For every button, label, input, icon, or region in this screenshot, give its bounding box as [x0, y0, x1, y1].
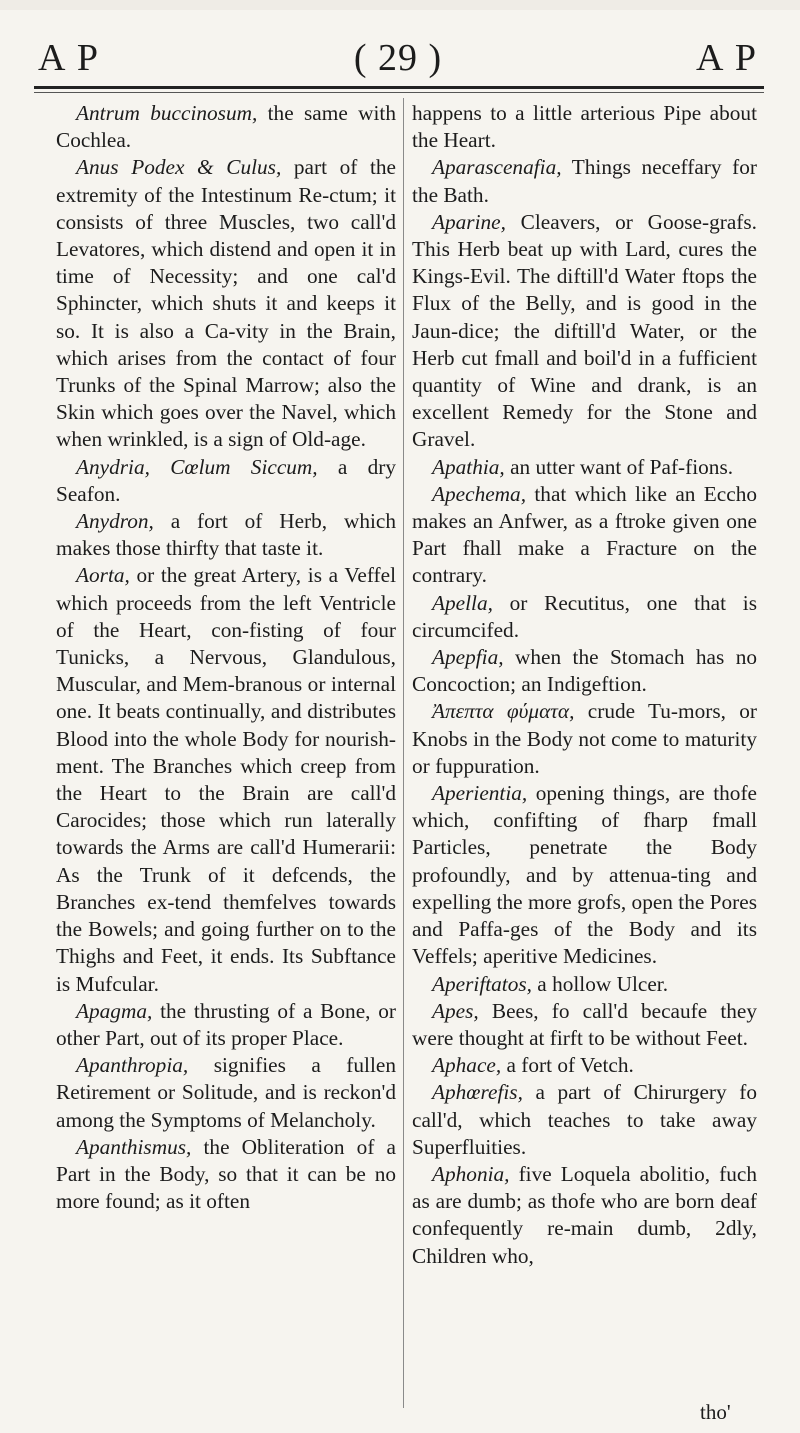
header-left: A P — [38, 37, 100, 79]
dictionary-entry — [412, 780, 757, 970]
dictionary-entry — [56, 454, 396, 508]
entry-definition: five Loquela abolitio, fuch as are dumb; as thofe who are born deaf confequently re-main dumb, 2dly, Children who, — [412, 1161, 757, 1268]
entry-definition: opening things, are thofe which, confifting of fharp fmall Particles, penetrate the Body profoundly, and by attenua-ting and expelling the more grofs, open the Pores and Paffa-ges of the Body and its Veffels; aperitive Medicines. — [412, 781, 757, 969]
page-number: ( 29 ) — [353, 37, 443, 79]
entry-definition: a hollow Ulcer. — [531, 971, 669, 996]
entry-definition: Bees, fo call'd becaufe they were thought at firft to be without Feet. — [412, 998, 757, 1050]
entry-term: Apanthismus, — [76, 1134, 192, 1159]
entry-definition: crude Tu-mors, or Knobs in the Body not come to maturity or fuppuration. — [412, 699, 758, 778]
header-rule — [34, 86, 764, 89]
entry-term: Aphonia, — [432, 1161, 510, 1186]
entry-definition: the Obliteration of a Part in the Body, so that it can be no more found; as it often — [56, 1134, 396, 1214]
entry-definition: or Recutitus, one that is circumcifed. — [412, 590, 757, 642]
dictionary-entry — [412, 998, 757, 1052]
entry-definition: a fort of Herb, which makes those thirfty that taste it. — [56, 509, 396, 561]
entry-definition: happens to a little arterious Pipe about the Heart. — [412, 101, 757, 153]
dictionary-entry — [412, 971, 757, 998]
entry-definition: signifies a fullen Retirement or Solitude, and is reckon'd among the Symptoms of Melancholy. — [56, 1053, 396, 1132]
entry-term: Apechema, — [432, 481, 527, 506]
dictionary-entry — [56, 154, 396, 453]
entry-term: Aperiftatos, — [432, 971, 532, 996]
dictionary-entry — [412, 154, 757, 208]
entry-term: Apes, — [432, 998, 479, 1023]
left-column — [56, 100, 396, 1215]
entry-definition: a dry Seafon. — [56, 454, 396, 506]
entry-term: Apella, — [432, 590, 493, 615]
entry-term: Aphace, — [432, 1053, 502, 1078]
entry-definition: when the Stomach has no Concoction; an Indigeftion. — [412, 645, 757, 697]
entry-term: Aparine, — [432, 209, 506, 234]
entry-definition: the thrusting of a Bone, or other Part, out of its proper Place. — [56, 998, 396, 1050]
entry-term: Apepfia, — [432, 645, 504, 670]
right-column — [412, 100, 757, 1270]
catchword: tho' — [700, 1400, 731, 1424]
entry-definition: part of the extremity of the Intestinum Re-ctum; it consists of three Muscles, two call'd Levatores, which distend and open it in time of Necessity; and one cal'd Sphincter, which shuts it and keeps it so. It is also a Ca-vity in the Brain, which arises from the contact of four Trunks of the Spinal Marrow; also the Skin which goes over the Navel, which when wrinkled, is a sign of Old-age. — [56, 155, 396, 452]
entry-term: Ἀπεπτα φύματα, — [432, 699, 575, 724]
dictionary-entry — [412, 1052, 757, 1079]
top-band — [0, 0, 800, 10]
entry-definition: a part of Chirurgery fo call'd, which teaches to take away Superfluities. — [412, 1080, 757, 1159]
dictionary-entry — [56, 1052, 396, 1134]
page-header — [38, 32, 758, 84]
header-right: A P — [696, 37, 758, 79]
dictionary-entry — [412, 644, 757, 698]
dictionary-entry — [412, 698, 757, 780]
dictionary-entry — [412, 590, 757, 644]
entry-term: Apanthropia, — [76, 1053, 189, 1078]
entry-definition: Things neceffary for the Bath. — [412, 155, 757, 207]
entry-definition: Cleavers, or Goose-grafs. This Herb beat up with Lard, cures the Kings-Evil. The diftill'd Water ftops the Flux of the Belly, and is good in the Jaun-dice; the diftill'd Water, or the Herb cut fmall and boil'd in a fufficient quantity of Wine and drank, is an excellent Remedy for the Stone and Gravel. — [412, 209, 757, 452]
dictionary-entry — [412, 481, 757, 590]
dictionary-entry — [412, 1079, 757, 1161]
dictionary-entry — [412, 209, 757, 454]
entry-definition: that which like an Eccho makes an Anfwer, as a ftroke given one Part fhall make a Fracture on the contrary. — [412, 481, 757, 588]
dictionary-entry — [56, 1134, 396, 1216]
entry-term: Apathia, — [432, 454, 505, 479]
entry-term: Aparascenafia, — [432, 155, 562, 180]
header-rule-thin — [34, 92, 764, 93]
entry-definition: or the great Artery, is a Veffel which proceeds from the left Ventricle of the Heart, con-fisting of four Tunicks, a Nervous, Glandulous, Muscular, and Mem-branous or internal one. It beats continually, and distributes Blood into the whole Body for nourish-ment. The Branches which creep from the Heart to the Brain are call'd Carocides; those which run laterally towards the Arms are call'd Humerarii: As the Trunk of it defcends, the Branches ex-tend themfelves towards the Bowels; and going further on to the Thighs and Feet, it ends. Its Subftance is Mufcular. — [56, 563, 396, 996]
entry-definition: a fort of Vetch. — [501, 1053, 634, 1078]
entry-term: Aorta, — [76, 563, 130, 588]
dictionary-entry — [56, 100, 396, 154]
entry-definition: an utter want of Paf-fions. — [504, 454, 734, 479]
dictionary-entry — [56, 508, 396, 562]
entry-term: Aphœrefis, — [432, 1080, 523, 1105]
entry-term: Antrum buccinosum, — [76, 101, 258, 125]
dictionary-entry — [412, 100, 757, 154]
dictionary-entry — [412, 1161, 757, 1270]
column-divider — [403, 98, 404, 1408]
dictionary-entry — [56, 998, 396, 1052]
entry-term: Anydria, Cœlum Siccum, — [76, 454, 318, 479]
entry-term: Anydron, — [76, 509, 154, 534]
entry-term: Apagma, — [76, 998, 153, 1023]
entry-term: Aperientia, — [432, 781, 528, 806]
entry-term: Anus Podex & Culus, — [76, 155, 282, 180]
dictionary-entry — [412, 454, 757, 481]
dictionary-entry — [56, 562, 396, 997]
entry-definition: the same with Cochlea. — [56, 101, 396, 153]
